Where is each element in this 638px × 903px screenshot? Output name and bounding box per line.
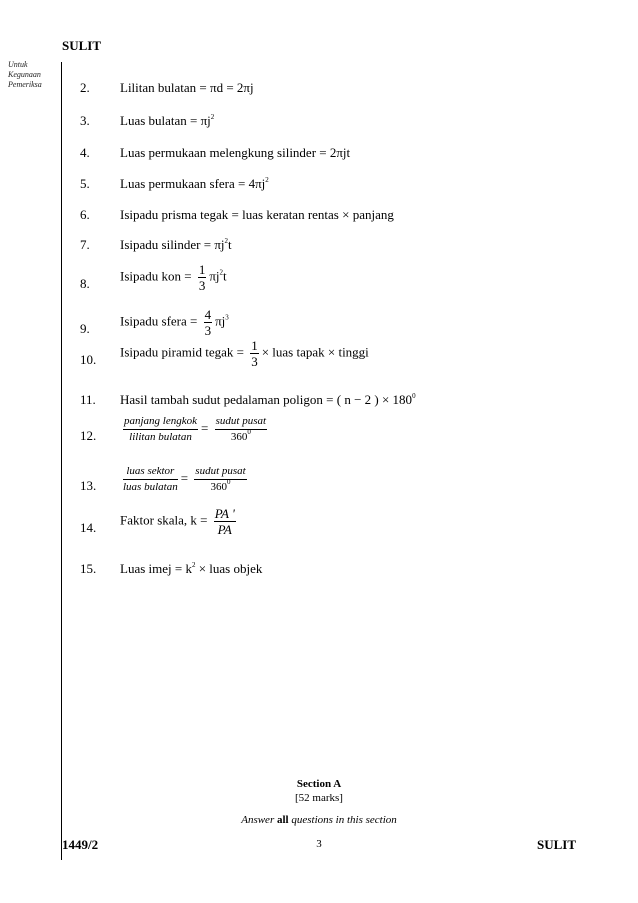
footer-sulit: SULIT — [537, 837, 577, 852]
fraction: $\frac{PA '}{PA}$ — [214, 506, 235, 537]
paper-code: 1449/2 — [62, 837, 99, 852]
examiner-margin-note: Untuk Kegunaan Pemeriksa — [8, 60, 42, 89]
section-instruction: Answer all questions in this section — [241, 814, 397, 826]
formula-number: 12. — [80, 428, 97, 443]
fraction: $\frac{1}{3}$ — [251, 338, 258, 369]
formula-text: Luas bulatan = $\pi j^2$ — [120, 113, 215, 128]
formula-text: Hasil tambah sudut pedalaman poligon = ( n − 2 ) × $180^0$ — [120, 392, 416, 407]
formula-text: Isipadu silinder = $\pi j^2t$ — [120, 237, 232, 252]
formula-text: Faktor skala, k = $\frac{PA '}{PA}$ — [120, 506, 235, 537]
formula-text: Isipadu prisma tegak = luas keratan rentas × panjang — [120, 207, 394, 222]
formula-number: 5. — [80, 176, 90, 191]
header-sulit: SULIT — [62, 38, 102, 53]
formula-number: 2. — [80, 80, 90, 95]
fraction: $\frac{\text{sudut pusat}}{360^0}$ — [195, 465, 246, 493]
page-number: 3 — [316, 838, 322, 850]
section-block — [0, 778, 638, 826]
formula-number: 13. — [80, 478, 97, 493]
formula-number: 9. — [80, 321, 90, 336]
fraction: $\frac{1}{3}$ — [198, 262, 206, 293]
formula-number: 8. — [80, 276, 90, 291]
fraction: $\frac{\text{sudut pusat}}{360^0}$ — [215, 415, 267, 443]
formula-text: Luas imej = $k^2$ × luas objek — [120, 561, 263, 576]
formula-text: Isipadu kon = $\frac{1}{3}$ $\pi j^2t$ — [120, 262, 227, 293]
formula-number: 14. — [80, 520, 97, 535]
formula-number: 4. — [80, 145, 90, 160]
formula-text: Isipadu sfera = $\frac{4}{3}$ $\pi j^3$ — [120, 307, 229, 338]
formula-number: 3. — [80, 113, 90, 128]
fraction: $\frac{4}{3}$ — [204, 307, 212, 338]
formula-text: Luas permukaan melengkung silinder = 2πjt — [120, 145, 351, 160]
formula-number: 11. — [80, 392, 96, 407]
margin-divider-line — [61, 62, 62, 860]
formula-text: Lilitan bulatan = πd = 2πj — [120, 80, 254, 95]
formula-text: Isipadu piramid tegak = $\frac{1}{3}$ × luas tapak × tinggi — [120, 338, 369, 369]
fraction: $\frac{\text{panjang lengkok}}{\text{lilitan bulatan}}$ — [124, 415, 198, 443]
formula-number: 10. — [80, 352, 97, 367]
section-marks: [52 marks] — [295, 792, 343, 804]
fraction: $\frac{\text{luas sektor}}{\text{luas bulatan}}$ — [123, 465, 178, 493]
formula-text: $\frac{\text{panjang lengkok}}{\text{lilitan bulatan}}$ = $\frac{\text{sudut pusat}}{360^0}$ — [124, 415, 267, 443]
formula-text: $\frac{\text{luas sektor}}{\text{luas bulatan}}$ = $\frac{\text{sudut pusat}}{360^0}$ — [123, 465, 246, 493]
formula-text: Luas permukaan sfera = $4\pi j^2$ — [120, 176, 269, 191]
section-title: Section A — [296, 778, 342, 790]
formula-number: 15. — [80, 561, 97, 576]
formula-number: 6. — [80, 207, 90, 222]
formula-number: 7. — [80, 237, 90, 252]
